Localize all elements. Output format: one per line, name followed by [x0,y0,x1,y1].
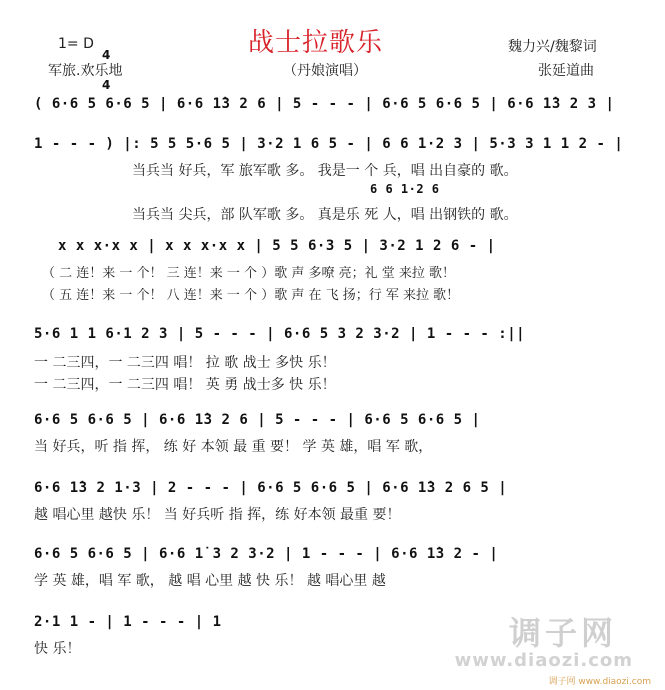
lyrics-row-4-verse-2: 一 二三四，一 二三四 唱！ 英 勇 战士多 快 乐！ [34,377,336,393]
watermark-url: www.diaozi.com [454,650,633,671]
time-top: 4 [102,48,111,62]
song-title: 战士拉歌乐 [248,28,384,58]
time-bottom: 4 [102,78,111,92]
performer-label: （丹娘演唱） [283,63,367,79]
alt-notes-row-2: 6 6 1·2 6 [370,182,440,196]
watermark-small: 调子网 www.diaozi.com [548,677,651,687]
key-signature: 1= D [58,36,94,52]
lyrics-row-2-verse-2: 当兵当 尖兵，部 队军歌 多。 真是乐 死 人，唱 出钢铁的 歌。 [132,207,518,223]
lyrics-row-5: 当 好兵，听 指 挥， 练 好 本领 最 重 要！ 学 英 雄，唱 军 歌， [34,439,433,455]
score-row-3: x x x·x x | x x x·x x | 5 5 6·3 5 | 3·2 1 2 6 - | [58,238,496,254]
style-label: 军旅.欢乐地 [48,63,123,79]
score-row-6: 6·6 1̇3 2 1·3 | 2 - - - | 6·6 5 6·6 5 | 6·6 1̇3 2 6 5 | [34,480,508,496]
score-row-4: 5·6 1 1 6·1 2 3 | 5 - - - | 6·6 5 3 2 3·2 | 1 - - - :|| [34,326,526,342]
lyrics-row-3-verse-1: （ 二 连！来 一 个！ 三 连！来 一 个 ）歌 声 多嘹 亮；礼 堂 来拉 歌！ [42,266,455,281]
lyrics-row-8: 快 乐！ [34,641,81,657]
watermark-site-name: 调子网 [508,614,617,652]
score-row-8: 2·1 1 - | 1 - - - | 1 [34,614,222,630]
score-row-2: 1 - - - ) |: 5 5 5·6 5 | 3·2 1 6 5 - | 6 6 1·2 3 | 5·3 3 1 1 2 - | [34,136,624,152]
lyrics-row-3-verse-2: （ 五 连！来 一 个！ 八 连！来 一 个 ）歌 声 在 飞 扬；行 军 来拉 歌！ [42,288,460,303]
lyricist-label: 魏力兴/魏黎词 [508,39,597,55]
score-row-5: 6·6 5 6·6 5 | 6·6 1̇3 2 6 | 5 - - - | 6·6 5 6·6 5 | [34,412,481,428]
lyrics-row-7: 学 英 雄，唱 军 歌， 越 唱 心里 越 快 乐！ 越 唱心里 越 [34,573,386,589]
lyrics-row-2-verse-1: 当兵当 好兵，军 旅军歌 多。 我是一 个 兵，唱 出自豪的 歌。 [132,163,518,179]
lyrics-row-4-verse-1: 一 二三四，一 二三四 唱！ 拉 歌 战士 多快 乐！ [34,355,336,371]
composer-label: 张延道曲 [538,63,594,79]
score-row-7: 6·6 5 6·6 5 | 6·6 1̇ 3 2 3·2 | 1 - - - | 6·6 1̇3 2 - | [34,546,499,562]
score-row-1: ( 6·6 5 6·6 5 | 6·6 1̇3 2 6 | 5 - - - | 6·6 5 6·6 5 | 6·6 1̇3 2 3 | [34,96,615,112]
lyrics-row-6: 越 唱心里 越快 乐！ 当 好兵听 指 挥，练 好本领 最重 要！ [34,507,401,523]
